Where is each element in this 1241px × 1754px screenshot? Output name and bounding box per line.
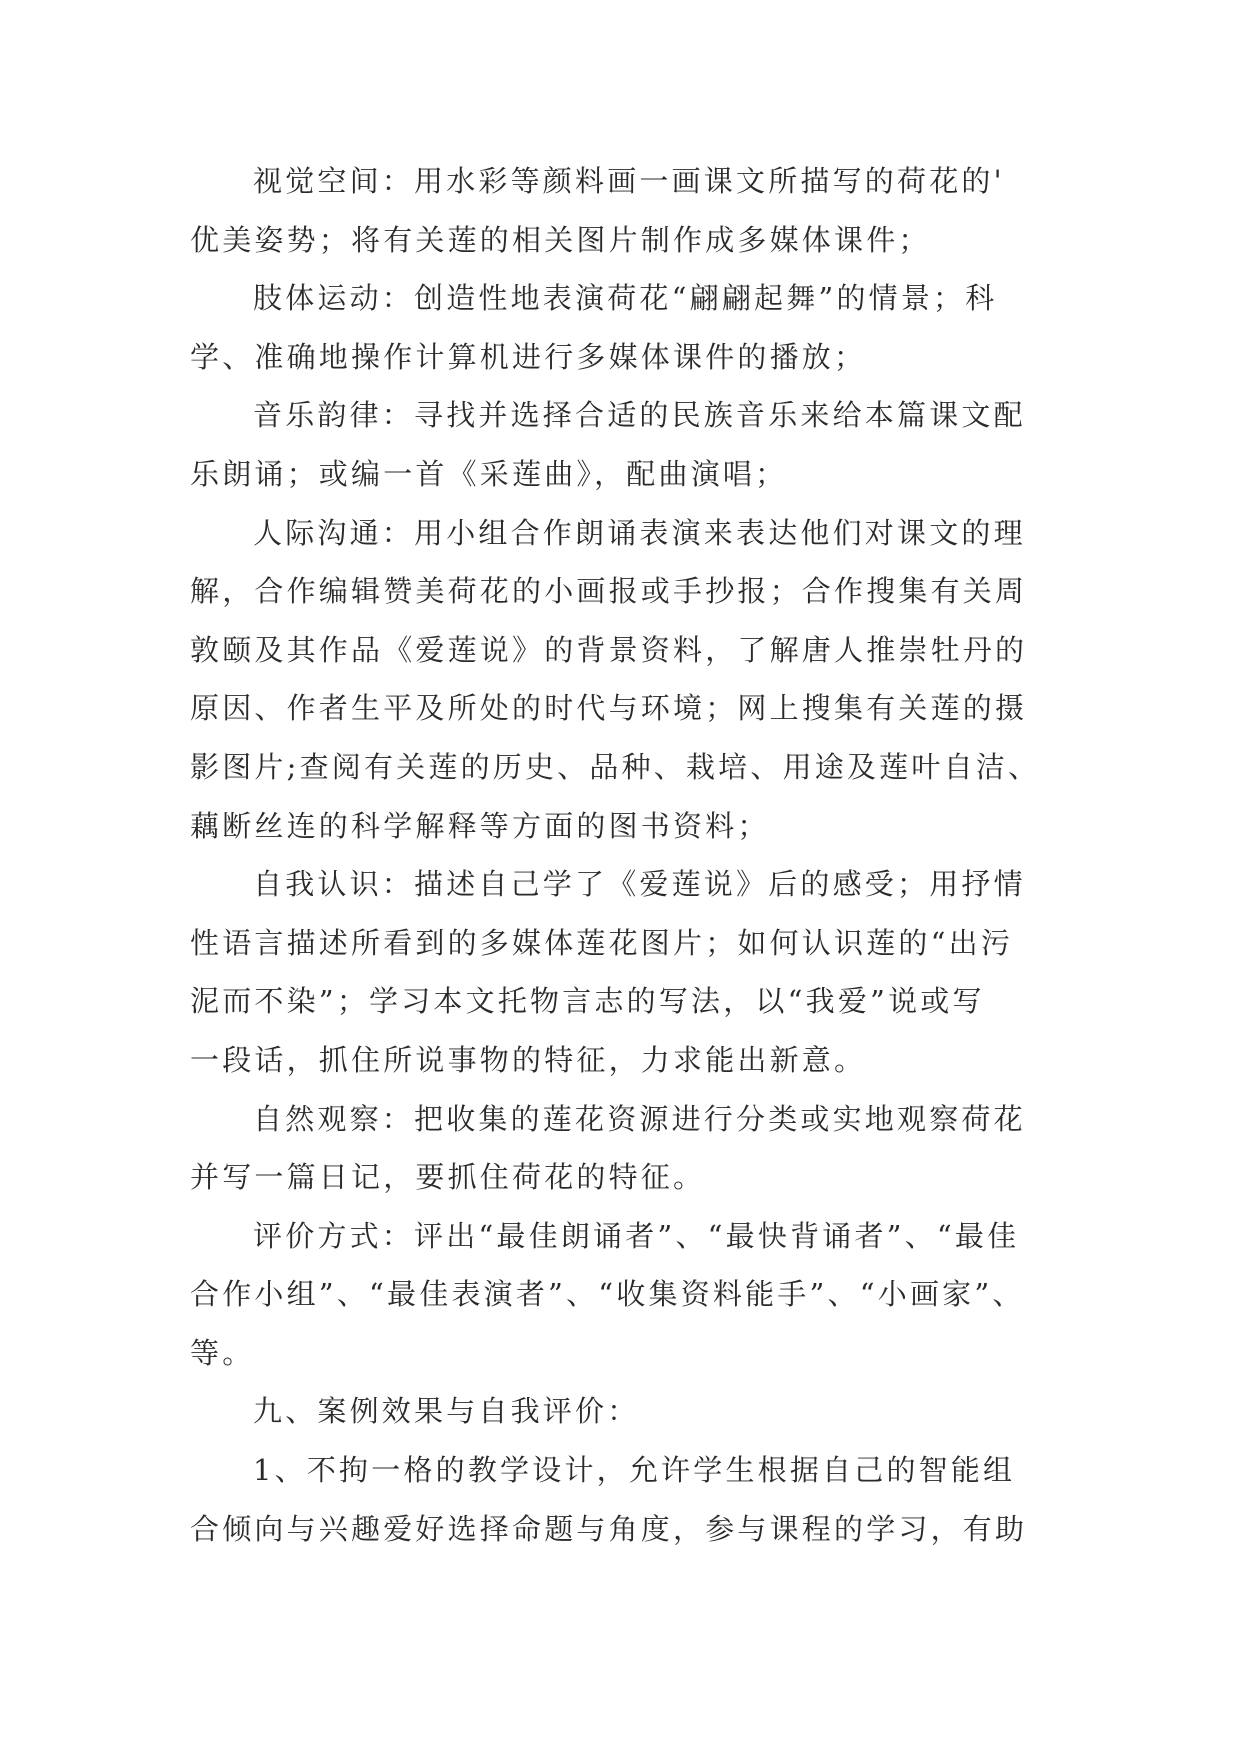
text-line: 合倾向与兴趣爱好选择命题与角度，参与课程的学习，有助 [190,1511,1028,1546]
text-line: 影图片;查阅有关莲的历史、品种、栽培、用途及莲叶自洁、 [190,749,1041,784]
text-line: 肢体运动：创造性地表演荷花“翩翩起舞”的情景；科 [253,281,998,316]
text-line: 一段话，抓住所说事物的特征，力求能出新意。 [190,1042,867,1077]
text-line: 自我认识：描述自己学了《爱莲说》后的感受；用抒情 [253,867,1026,902]
text-line: 原因、作者生平及所处的时代与环境；网上搜集有关莲的摄 [190,691,1028,726]
text-line: 评价方式：评出“最佳朗诵者”、“最快背诵者”、“最佳 [253,1218,1020,1253]
text-line: 人际沟通：用小组合作朗诵表演来表达他们对课文的理 [253,515,1026,550]
text-line: 音乐韵律：寻找并选择合适的民族音乐来给本篇课文配 [253,398,1026,433]
text-line: 解，合作编辑赞美荷花的小画报或手抄报；合作搜集有关周 [190,574,1028,609]
document-body [190,152,1052,1558]
text-line: 等。 [190,1335,255,1370]
text-line: 性语言描述所看到的多媒体莲花图片；如何认识莲的“出污 [190,925,1014,960]
text-line: 视觉空间：用水彩等颜料画一画课文所描写的荷花的' [253,164,1005,198]
text-line: 自然观察：把收集的莲花资源进行分类或实地观察荷花 [253,1101,1026,1136]
text-line: 敦颐及其作品《爱莲说》的背景资料，了解唐人推崇牡丹的 [190,632,1028,667]
section-heading: 九、案例效果与自我评价： [253,1394,640,1429]
text-line: 泥而不染”；学习本文托物言志的写法，以“我爱”说或写 [190,984,985,1019]
text-line: 1、不拘一格的教学设计，允许学生根据自己的智能组 [253,1453,1016,1488]
text-line: 藕断丝连的科学解释等方面的图书资料； [190,808,770,843]
text-line: 乐朗诵；或编一首《采莲曲》，配曲演唱； [190,456,788,491]
text-line: 并写一篇日记，要抓住荷花的特征。 [190,1160,706,1195]
text-line: 合作小组”、“最佳表演者”、“收集资料能手”、“小画家”、 [190,1277,1025,1312]
text-line: 学、准确地操作计算机进行多媒体课件的播放； [190,339,867,374]
text-line: 优美姿势；将有关莲的相关图片制作成多媒体课件； [190,222,931,257]
